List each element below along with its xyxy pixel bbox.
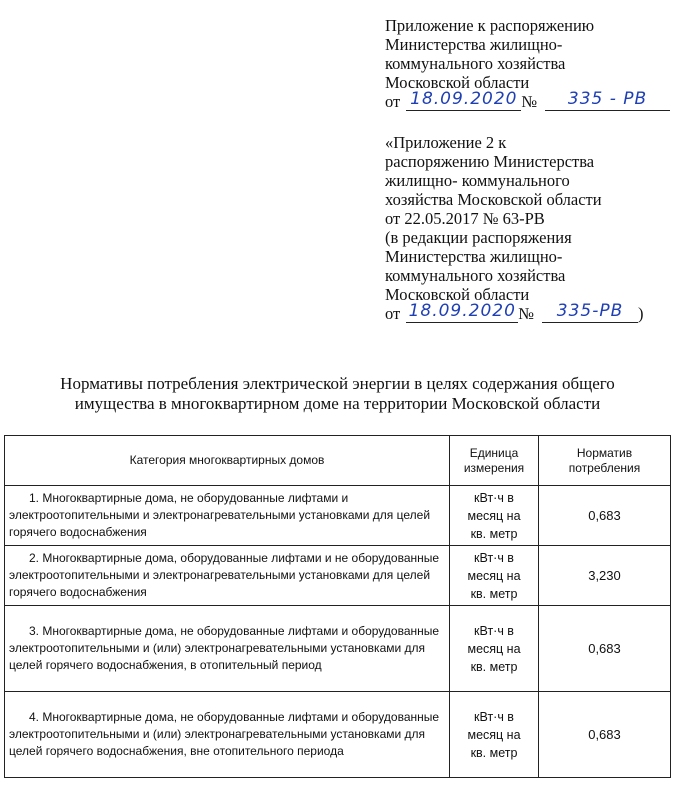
header-norm bbox=[539, 436, 671, 486]
appendix2-date-number-row bbox=[385, 301, 670, 323]
row-unit-line: месяц на bbox=[467, 508, 521, 523]
closing-paren: ) bbox=[638, 304, 644, 323]
appendix-line: Министерства жилищно- bbox=[385, 35, 563, 54]
appendix2-line: хозяйства Московской области bbox=[385, 190, 602, 209]
from-label: от bbox=[385, 304, 401, 323]
row-unit-line: кВт·ч в bbox=[474, 709, 514, 724]
handwritten-date bbox=[406, 301, 518, 323]
appendix2-line: от 22.05.2017 № 63-РВ bbox=[385, 209, 545, 228]
appendix2-line: жилищно- коммунального bbox=[385, 171, 570, 190]
row-category: 1. Многоквартирные дома, не оборудованные лифтами и электроотопительными и электронагревательными установками для целей горячего водоснабжения bbox=[5, 486, 450, 546]
row-unit-line: кв. метр bbox=[470, 659, 518, 674]
header-unit-line: измерения bbox=[463, 460, 525, 475]
row-unit-line: месяц на bbox=[467, 641, 521, 656]
row-unit bbox=[450, 606, 539, 692]
document-title bbox=[0, 374, 675, 414]
header-unit bbox=[450, 436, 539, 486]
appendix2-line: Московской области bbox=[385, 285, 530, 304]
row-unit bbox=[450, 546, 539, 606]
header-norm-line: Норматив bbox=[576, 445, 633, 460]
handwritten-number bbox=[545, 89, 670, 111]
title-line-1: Нормативы потребления электрической энергии в целях содержания общего bbox=[60, 374, 615, 393]
row-unit bbox=[450, 486, 539, 546]
appendix2-line: коммунального хозяйства bbox=[385, 266, 566, 285]
row-unit-line: кв. метр bbox=[470, 586, 518, 601]
handwritten-number bbox=[542, 301, 638, 323]
header-unit-line: Единица bbox=[469, 445, 519, 460]
handwritten-date bbox=[406, 89, 521, 111]
handwritten-date-text: 18.09.2020 bbox=[408, 301, 516, 321]
header-category: Категория многоквартирных домов bbox=[5, 436, 450, 486]
table-row bbox=[5, 486, 671, 546]
handwritten-number-text: 335 - РВ bbox=[567, 89, 648, 109]
row-value: 0,683 bbox=[539, 606, 671, 692]
appendix2-line: Министерства жилищно- bbox=[385, 247, 563, 266]
table-header-row bbox=[5, 436, 671, 486]
title-line-2: имущества в многоквартирном доме на территории Московской области bbox=[74, 394, 601, 413]
appendix-header bbox=[385, 16, 670, 323]
row-value: 3,230 bbox=[539, 546, 671, 606]
row-unit-line: месяц на bbox=[467, 727, 521, 742]
row-unit-line: кв. метр bbox=[470, 745, 518, 760]
row-unit-line: кВт·ч в bbox=[474, 623, 514, 638]
appendix-line: коммунального хозяйства bbox=[385, 54, 566, 73]
appendix2-line: распоряжению Министерства bbox=[385, 152, 595, 171]
row-category: 4. Многоквартирные дома, не оборудованные лифтами и оборудованные электроотопительными и (или) электронагревательными установками для целей горячего водоснабжения, вне отопительного периода bbox=[5, 692, 450, 778]
row-unit bbox=[450, 692, 539, 778]
table-row bbox=[5, 546, 671, 606]
appendix2-line: (в редакции распоряжения bbox=[385, 228, 572, 247]
row-category: 2. Многоквартирные дома, оборудованные лифтами и не оборудованные электроотопительными и электронагревательными установками для целей горячего водоснабжения bbox=[5, 546, 450, 606]
appendix-line: Московской области bbox=[385, 73, 530, 92]
row-unit-line: месяц на bbox=[467, 568, 521, 583]
appendix2-line: «Приложение 2 к bbox=[385, 133, 507, 152]
appendix-line: Приложение к распоряжению bbox=[385, 16, 595, 35]
row-unit-line: кв. метр bbox=[470, 526, 518, 541]
header-norm-line: потребления bbox=[568, 460, 641, 475]
handwritten-number-text: 335-РВ bbox=[556, 301, 624, 321]
row-value: 0,683 bbox=[539, 486, 671, 546]
appendix2-block bbox=[385, 133, 670, 323]
handwritten-date-text: 18.09.2020 bbox=[410, 89, 518, 109]
appendix-date-number-row bbox=[385, 89, 670, 111]
table-row bbox=[5, 606, 671, 692]
norms-table bbox=[4, 435, 671, 778]
number-label: № bbox=[518, 304, 534, 323]
row-unit-line: кВт·ч в bbox=[474, 550, 514, 565]
from-label: от bbox=[385, 92, 401, 111]
table-row bbox=[5, 692, 671, 778]
row-value: 0,683 bbox=[539, 692, 671, 778]
row-unit-line: кВт·ч в bbox=[474, 490, 514, 505]
number-label: № bbox=[521, 92, 538, 111]
row-category: 3. Многоквартирные дома, не оборудованные лифтами и оборудованные электроотопительными и (или) электронагревательными установками для целей горячего водоснабжения, в отопительный период bbox=[5, 606, 450, 692]
